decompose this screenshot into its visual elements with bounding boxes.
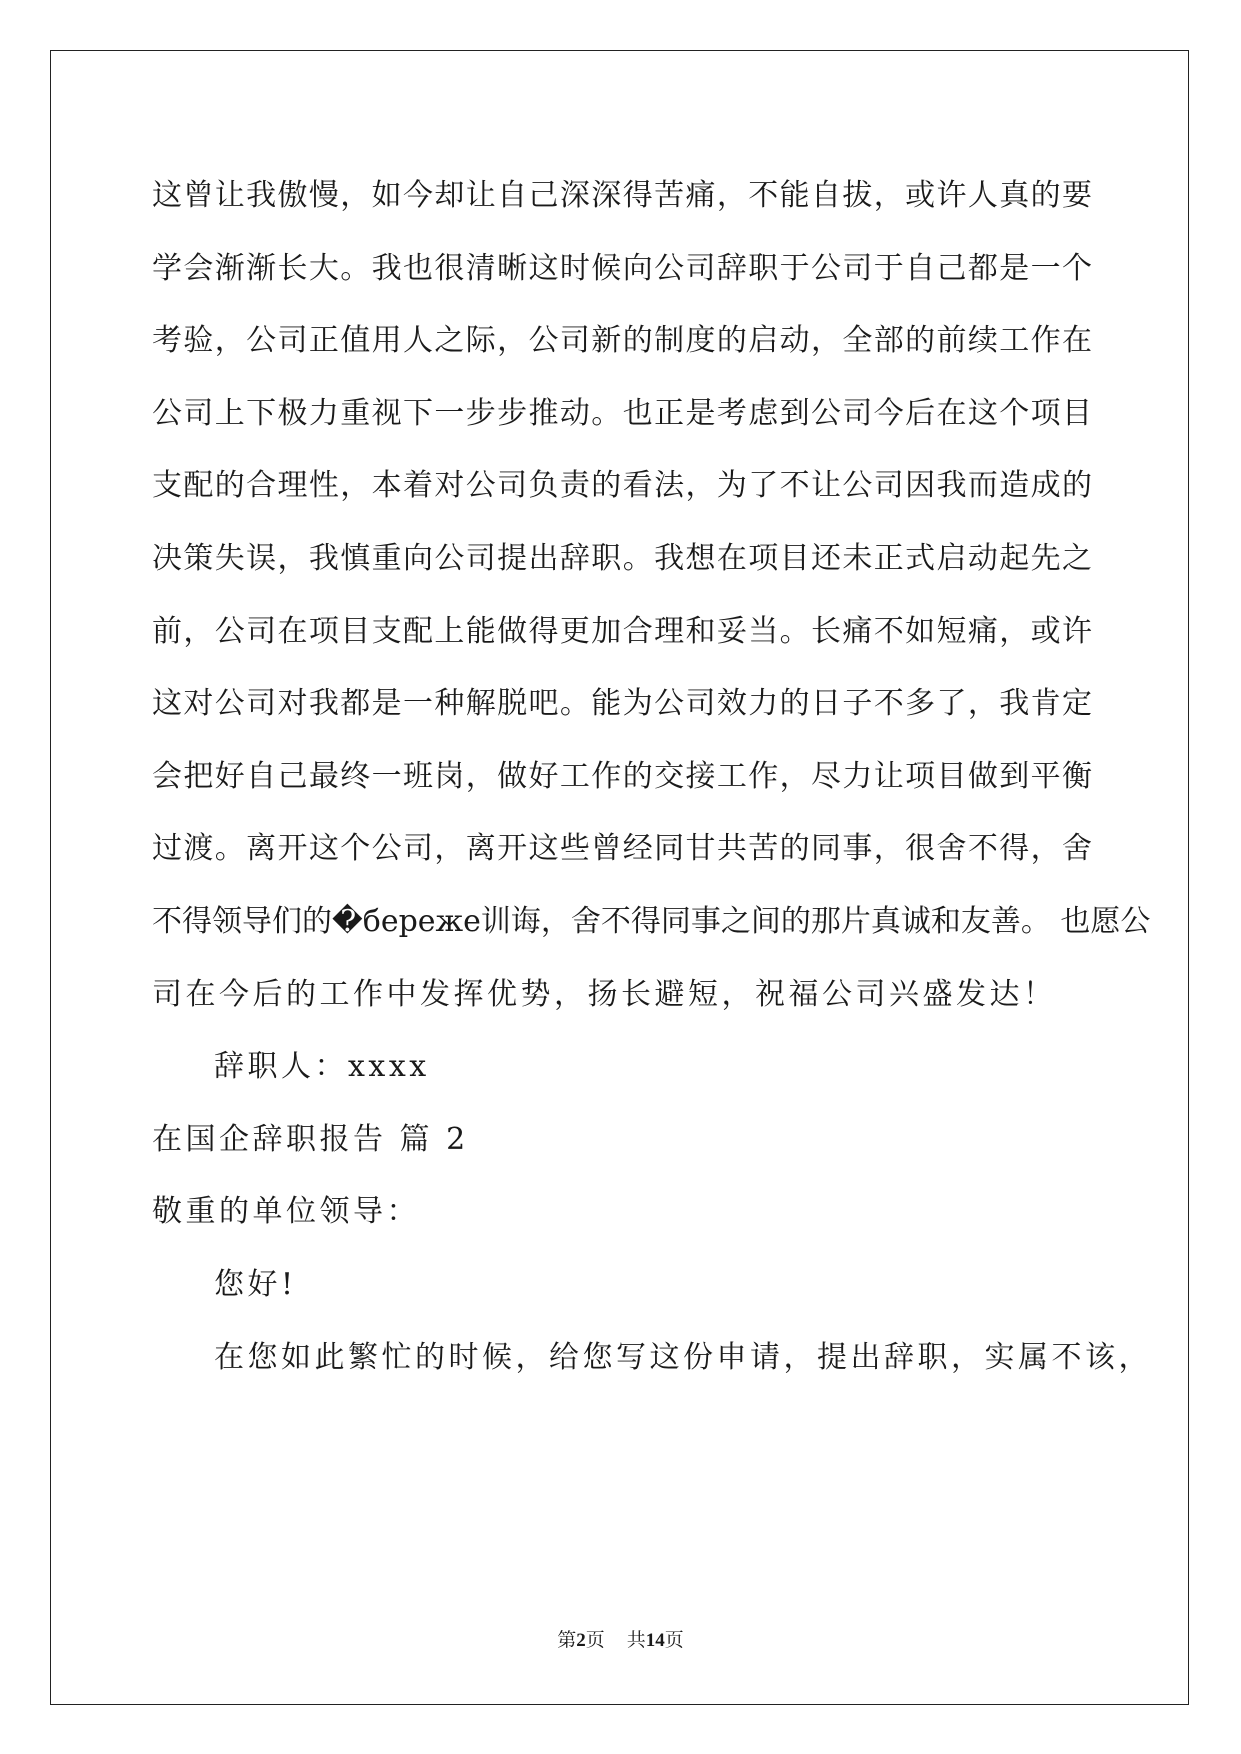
paragraph-line: 这曾让我傲慢，如今却让自己深深得苦痛，不能自拔，或许人真的要: [152, 178, 1092, 213]
paragraph-line: 不得领导们的�береже训诲，舍不得同事之间的那片真诚和友善。 也愿公: [152, 903, 1151, 939]
document-body: [152, 160, 1152, 1394]
paragraph-line: 过渡。离开这个公司，离开这些曾经同甘共苦的同事，很舍不得，舍: [152, 831, 1092, 867]
footer-prefix: 第: [557, 1630, 577, 1651]
greeting: 您好!: [214, 1266, 297, 1302]
paragraph-line: 考验，公司正值用人之际，公司新的制度的启动，全部的前续工作在: [152, 323, 1092, 359]
paragraph-line: 这对公司对我都是一种解脱吧。能为公司效力的日子不多了，我肯定: [152, 686, 1092, 722]
total-page-count: 14: [645, 1630, 665, 1651]
footer-page-suffix: 页: [585, 1630, 605, 1651]
signer-line: 辞职人：xxxx: [214, 1049, 430, 1085]
footer-total-prefix: 共: [626, 1630, 646, 1651]
paragraph-line: 决策失误，我慎重向公司提出辞职。我想在项目还未正式启动起先之: [152, 540, 1092, 576]
page-footer: [0, 1625, 1241, 1652]
salutation: 敬重的单位领导：: [152, 1194, 420, 1230]
section-heading: 在国企辞职报告 篇 2: [152, 1121, 469, 1157]
paragraph-line: 司在今后的工作中发挥优势，扬长避短，祝福公司兴盛发达！: [152, 976, 1057, 1012]
opening-line: 在您如此繁忙的时候，给您写这份申请，提出辞职，实属不该，: [214, 1339, 1152, 1375]
paragraph-line: 公司上下极力重视下一步步推动。也正是考虑到公司今后在这个项目: [152, 395, 1092, 431]
paragraph-line: 学会渐渐长大。我也很清晰这时候向公司辞职于公司于自己都是一个: [152, 250, 1092, 286]
paragraph-line: 支配的合理性，本着对公司负责的看法，为了不让公司因我而造成的: [152, 468, 1092, 504]
paragraph-line: 会把好自己最终一班岗，做好工作的交接工作，尽力让项目做到平衡: [152, 758, 1092, 794]
footer-total-suffix: 页: [664, 1630, 684, 1651]
paragraph-line: 前，公司在项目支配上能做得更加合理和妥当。长痛不如短痛，或许: [152, 613, 1092, 649]
current-page-number: 2: [576, 1630, 586, 1651]
